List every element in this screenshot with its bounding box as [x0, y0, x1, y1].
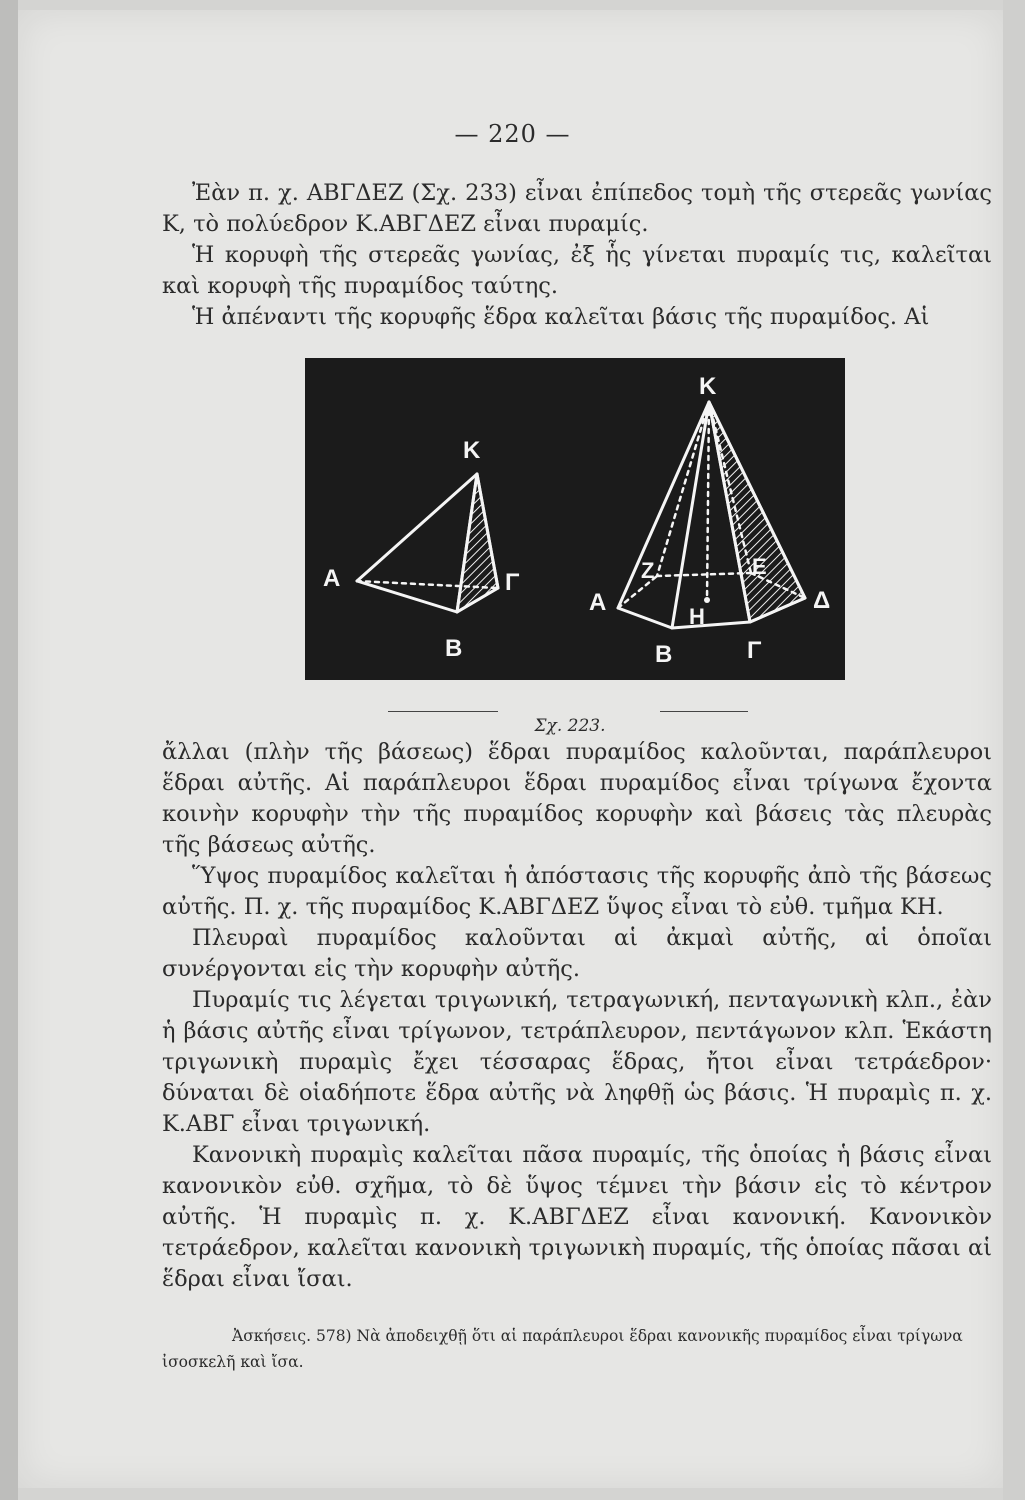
- pyramid-drawings: [305, 358, 845, 680]
- paragraph-height: Ὕψος πυραμίδος καλεῖται ἡ ἀπόστασις τῆς κορυφῆς ἀπὸ τῆς βάσεως αὐτῆς. Π. χ. τῆς πυραμίδος Κ.ΑΒΓΔΕΖ ὕψος εἶναι τὸ εὐθ. τμῆμα ΚΗ.: [162, 863, 992, 920]
- paragraph-lateral-faces: ἄλλαι (πλὴν τῆς βάσεως) ἕδραι πυραμίδος καλοῦνται, παράπλευροι ἕδραι αὐτῆς. Αἱ παράπλευροι ἕδραι πυραμίδος εἶναι τρίγωνα ἔχοντα κοινὴν κορυφὴν τὴν τῆς πυραμίδος κορυφὴν καὶ βάσεις τὰς πλευρὰς τῆς βάσεως αὐτῆς.: [162, 739, 992, 858]
- label-right-k: Κ: [699, 373, 717, 400]
- paragraph-regular-pyramid: Κανονικὴ πυραμὶς καλεῖται πᾶσα πυραμίς, τῆς ὁποίας ἡ βάσις εἶναι κανονικὸν εὐθ. σχῆμα, τὸ δὲ ὕψος τέμνει τὴν βάσιν εἰς τὸ κέντρον αὐτῆς. Ἡ πυραμὶς π. χ. Κ.ΑΒΓΔΕΖ εἶναι κανονική. Κανονικὸν τετράεδρον, καλεῖται κανονικὴ τριγωνικὴ πυραμίς, τῆς ὁποίας πᾶσαι αἱ ἕδραι εἶναι ἴσαι.: [162, 1142, 992, 1292]
- caption-rule-left: [388, 711, 498, 712]
- label-right-b: Β: [655, 641, 673, 668]
- edge-ab: [618, 608, 672, 628]
- scan-right-edge: [1003, 0, 1025, 1500]
- paragraph-pyramid-types: Πυραμίς τις λέγεται τριγωνική, τετραγωνική, πενταγωνικὴ κλπ., ἐὰν ἡ βάσις αὐτῆς εἶναι τρίγωνον, τετράπλευρον, πεντάγωνον κλπ. Ἑκάστη τριγωνικὴ πυραμὶς ἔχει τέσσαρας ἕδρας, ἤτοι εἶναι τετράεδρον· δύναται δὲ οἱαδήποτε ἕδρα αὐτῆς νὰ ληφθῇ ὡς βάσις. Ἡ πυραμὶς π. χ. Κ.ΑΒΓ εἶναι τριγωνική.: [162, 987, 992, 1137]
- hidden-edge-ze: [657, 573, 751, 576]
- triangular-pyramid: [357, 474, 498, 612]
- hatched-face: [709, 402, 805, 622]
- edge-bg: [672, 622, 750, 628]
- label-right-d: Δ: [813, 587, 831, 614]
- label-left-a: Α: [323, 565, 341, 592]
- label-left-k: Κ: [463, 437, 481, 464]
- label-right-z: Ζ: [641, 558, 655, 583]
- hexagonal-pyramid: [618, 402, 805, 628]
- scan-left-edge: [0, 0, 18, 1500]
- figure-caption: Σχ. 223.: [534, 716, 606, 736]
- text-block-main: [162, 737, 992, 1295]
- page-number: — 220 —: [454, 120, 571, 148]
- paragraph-edges: Πλευραὶ πυραμίδος καλοῦνται αἱ ἀκμαὶ αὐτῆς, αἱ ὁποῖαι συνέργονται εἰς τὴν κορυφὴν αὐτῆς.: [162, 925, 992, 982]
- label-left-b: Β: [445, 635, 463, 662]
- foot-point-h: [704, 597, 710, 603]
- pyramid-figure: [305, 358, 845, 680]
- paragraph-apex: Ἡ κορυφὴ τῆς στερεᾶς γωνίας, ἐξ ἧς γίνεται πυραμίς τις, καλεῖται καὶ κορυφὴ τῆς πυραμίδος ταύτης.: [162, 242, 992, 299]
- label-right-a: Α: [589, 589, 607, 616]
- exercise-note: [162, 1323, 992, 1375]
- edge-ka: [618, 402, 709, 608]
- edge-ka: [357, 474, 477, 581]
- paragraph-base: Ἡ ἀπέναντι τῆς κορυφῆς ἕδρα καλεῖται βάσις τῆς πυραμίδος. Αἱ: [192, 304, 930, 330]
- height-kh: [707, 402, 709, 600]
- paragraph-pyramid-definition: Ἐὰν π. χ. ΑΒΓΔΕΖ (Σχ. 233) εἶναι ἐπίπεδος τομὴ τῆς στερεᾶς γωνίας Κ, τὸ πολύεδρον Κ.ΑΒΓΔΕΖ εἶναι πυραμίς.: [162, 180, 992, 237]
- text-block-top: [162, 178, 992, 333]
- label-right-g: Γ: [747, 637, 762, 664]
- hidden-edge-kz: [657, 402, 709, 576]
- label-right-h: Η: [689, 604, 705, 629]
- caption-rule-right: [660, 711, 748, 712]
- exercise-text: Ἀσκήσεις. 578) Νὰ ἀποδειχθῇ ὅτι αἱ παράπλευροι ἕδραι κανονικῆς πυραμίδος εἶναι τρίγωνα ἰσοσκελῆ καὶ ἴσα.: [162, 1327, 963, 1371]
- label-right-e: Ε: [752, 554, 767, 579]
- label-left-g: Γ: [505, 569, 520, 596]
- edge-kb: [672, 402, 709, 628]
